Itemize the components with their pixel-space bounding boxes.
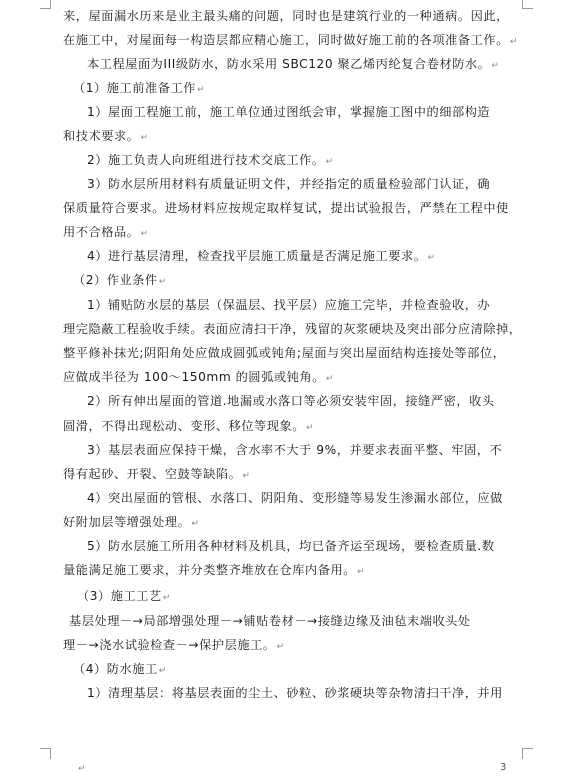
text-line <box>73 80 205 96</box>
line-text: 好附加层等增强处理。 <box>63 515 191 529</box>
line-text: 理－→浇水试验检查－→保护层施工。 <box>63 638 276 652</box>
text-line <box>87 490 503 506</box>
margin-corner-top-right <box>522 0 533 9</box>
text-line <box>73 272 167 288</box>
margin-corner-bottom-left <box>40 748 51 759</box>
line-text: 理完隐蔽工程验收手续。表面应清扫干净，残留的灰浆硬块及突出部分应清除掉， <box>63 322 522 336</box>
line-text: 在施工中，对屋面每一构造层都应精心施工，同时做好施工前的各项准备工作。 <box>63 33 509 47</box>
line-text: 5）防水层施工所用各种材料及机具，均已备齐运至现场，要检查质量.数 <box>87 539 495 553</box>
text-line <box>63 345 505 361</box>
paragraph-mark: ↵ <box>509 37 518 47</box>
text-line <box>63 418 314 434</box>
text-line <box>87 104 490 120</box>
line-text: （3）施工工艺 <box>77 589 162 603</box>
paragraph-mark: ↵ <box>162 593 171 603</box>
line-text: 4）进行基层清理，检查找平层施工质量是否满足施工要求。 <box>87 249 427 263</box>
line-text: 来，屋面漏水历来是业主最头痛的问题，同时也是建筑行业的一种通病。因此， <box>63 9 509 23</box>
paragraph-mark: ↵ <box>196 85 206 95</box>
line-text: 基层处理－→局部增强处理－→铺贴卷材－→接缝边缘及油毡末端收头处 <box>69 614 471 628</box>
page-number: 3 <box>500 762 507 773</box>
text-line <box>77 588 171 604</box>
text-line <box>63 32 518 48</box>
line-text: 和技术要求。 <box>63 129 140 143</box>
text-line <box>73 661 167 677</box>
line-text: 本工程屋面为III级防水，防水采用 SBC120 聚乙烯丙纶复合卷材防水。 <box>87 57 491 71</box>
line-text: 1）屋面工程施工前，施工单位通过图纸会审，掌握施工图中的细部构造 <box>87 105 491 119</box>
line-text: （4）防水施工 <box>73 662 158 676</box>
line-text: 1）铺贴防水层的基层（保温层、找平层）应施工完毕，并检查验收，办 <box>87 298 491 312</box>
line-text: 保质量符合要求。进场材料应按规定取样复试，提出试验报告，严禁在工程中使 <box>63 201 509 215</box>
text-line <box>63 200 509 216</box>
line-text: 4）突出屋面的管根、水落口、阴阳角、变形缝等易发生渗漏水部位，应做 <box>87 491 503 505</box>
paragraph-mark: ↵ <box>325 374 334 384</box>
margin-corner-bottom-right <box>522 748 533 759</box>
paragraph-mark: ↵ <box>158 277 167 287</box>
line-text: 圆滑，不得出现松动、变形、移位等现象。 <box>63 419 306 433</box>
text-line <box>87 442 502 458</box>
line-text: 应做成半径为 100～150mm 的圆弧或钝角。 <box>63 370 325 384</box>
line-text: 得有起砂、开裂、空鼓等缺陷。 <box>63 467 242 481</box>
text-line <box>87 248 436 264</box>
text-line <box>63 562 365 578</box>
paragraph-mark: ↵ <box>191 519 200 529</box>
margin-corner-top-left <box>40 0 51 9</box>
paragraph-mark: ↵ <box>491 61 500 71</box>
paragraph-mark: ↵ <box>242 471 251 481</box>
line-text: 2）施工负责人向班组进行技术交底工作。 <box>87 153 325 167</box>
text-line <box>87 297 490 313</box>
text-line <box>63 8 509 24</box>
text-line <box>63 224 149 240</box>
line-text: 3）防水层所用材料有质量证明文件，并经指定的质量检验部门认证，确 <box>87 177 491 191</box>
paragraph-mark: ↵ <box>276 642 285 652</box>
line-text: 2）所有伸出屋面的管道.地漏或水落口等必须安装牢固，接缝严密，收头 <box>87 394 495 408</box>
paragraph-mark: ↵ <box>427 253 436 263</box>
paragraph-mark: ↵ <box>356 567 366 577</box>
paragraph-mark: ↵ <box>325 157 334 167</box>
text-line <box>63 128 149 144</box>
text-line <box>69 613 471 629</box>
text-line <box>87 56 500 72</box>
text-line <box>63 514 199 530</box>
text-line <box>87 176 490 192</box>
line-text: 3）基层表面应保持干燥，含水率不大于 9%，并要求表面平整、牢固，不 <box>87 443 503 457</box>
text-line <box>87 538 495 554</box>
text-line <box>63 637 285 653</box>
line-text: 量能满足施工要求，并分类整齐堆放在仓库内备用。 <box>63 563 356 577</box>
line-text: 整平修补抹光;阴阳角处应做成圆弧或钝角;屋面与突出屋面结构连接处等部位， <box>63 346 506 360</box>
line-text: 用不合格品。 <box>63 225 140 239</box>
paragraph-mark: ↵ <box>306 423 315 433</box>
text-line <box>63 369 334 385</box>
text-line <box>87 152 334 168</box>
paragraph-mark: ↵ <box>140 229 149 239</box>
line-text: （1）施工前准备工作 <box>73 81 196 95</box>
text-line <box>87 685 503 701</box>
line-text: （2）作业条件 <box>73 273 158 287</box>
text-line <box>63 321 522 337</box>
paragraph-mark: ↵ <box>158 666 167 676</box>
paragraph-mark: ↵ <box>78 764 86 774</box>
line-text: 1）清理基层：将基层表面的尘土、砂粒、砂浆硬块等杂物清扫干净，并用 <box>87 686 503 700</box>
text-line <box>63 466 250 482</box>
paragraph-mark: ↵ <box>140 133 149 143</box>
text-line <box>87 393 495 409</box>
